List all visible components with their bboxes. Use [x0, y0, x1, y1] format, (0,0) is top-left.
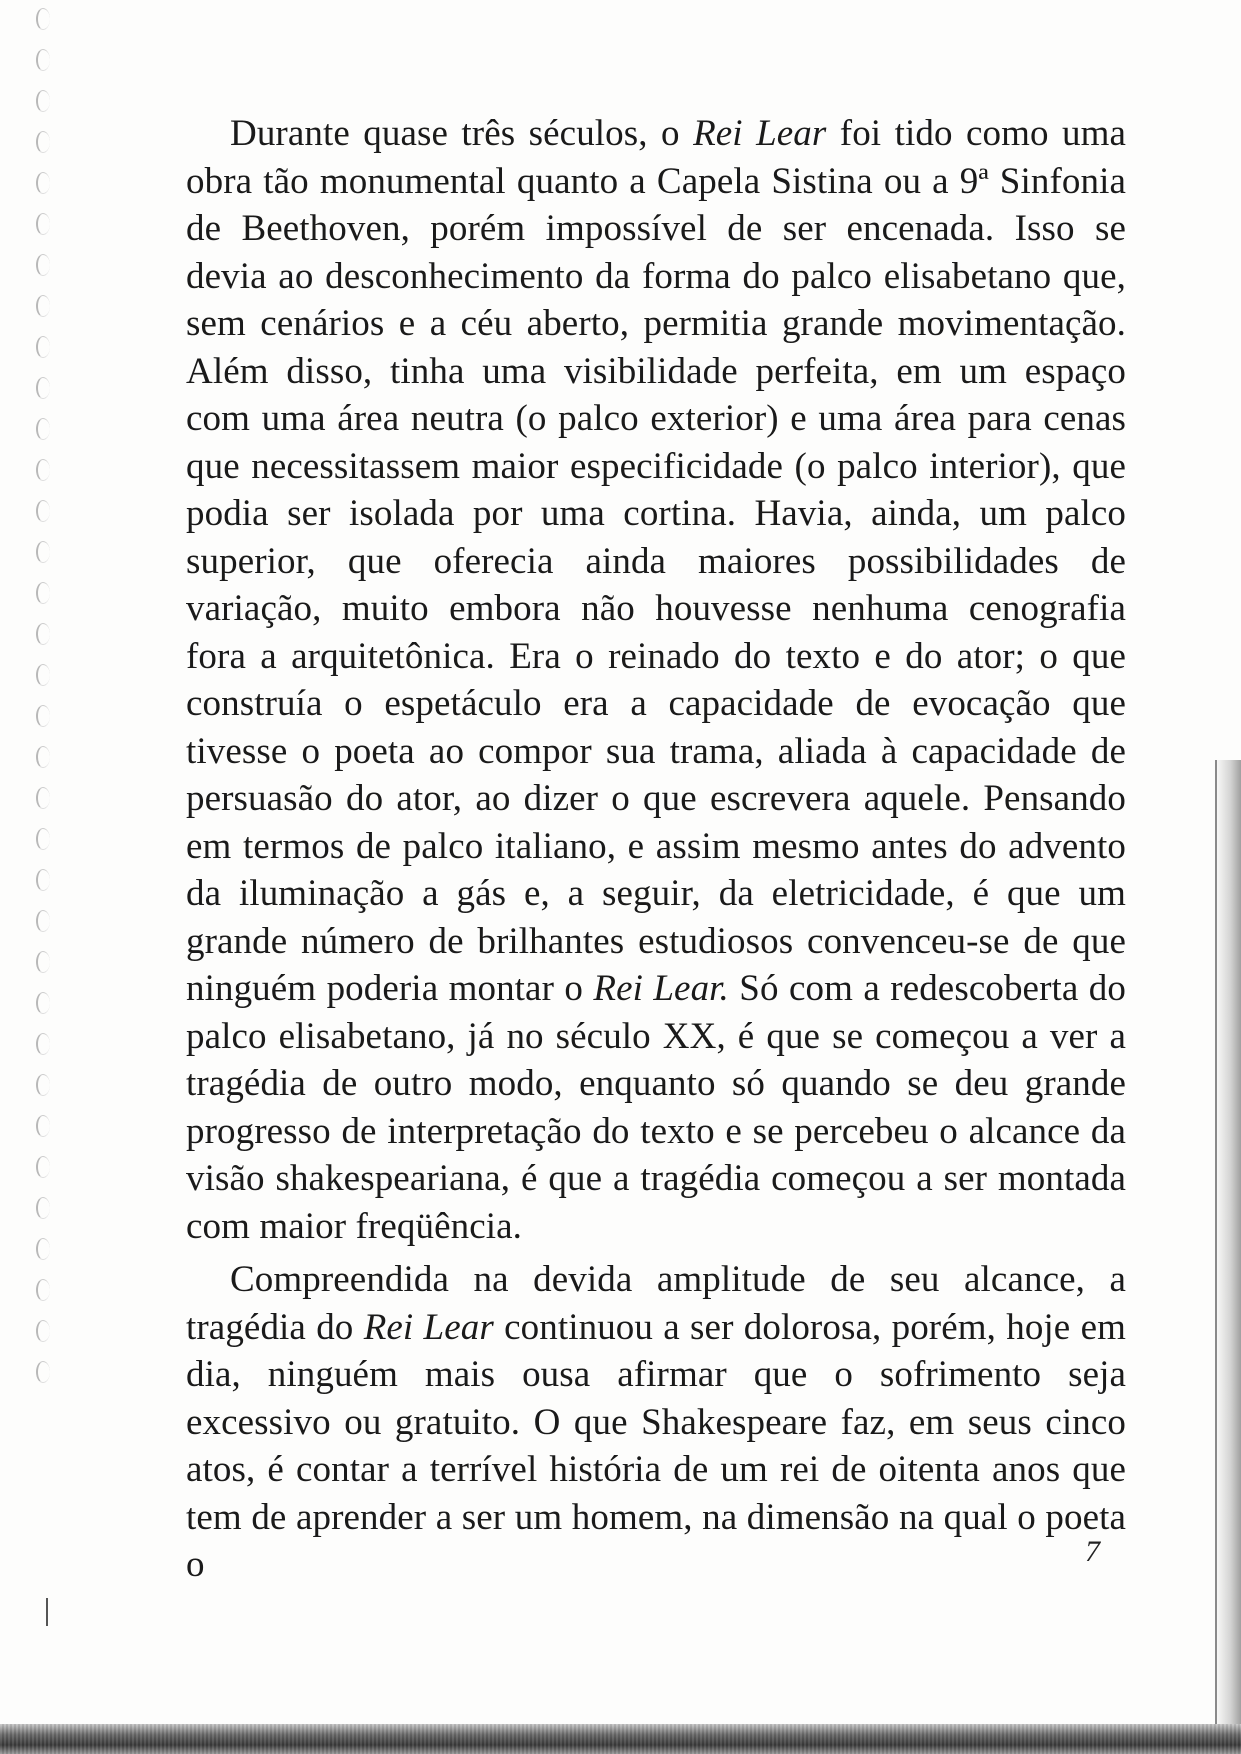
paragraph-2 — [186, 1256, 1126, 1589]
body-text — [186, 110, 1126, 1589]
binder-ring — [36, 295, 50, 317]
binder-ring — [36, 1361, 50, 1383]
binder-ring — [36, 705, 50, 727]
binder-ring — [36, 910, 50, 932]
binder-ring — [36, 49, 50, 71]
scan-edge-shadow — [1215, 760, 1241, 1754]
text-segment: continuou a ser dolorosa, porém, hoje em dia, ninguém mais ousa afirmar que o sofrimento seja excessivo ou gratuito. O que Shakespeare faz, em seus cinco atos, é contar a terrível história de um rei de oitenta anos que tem de aprender a ser um homem, na dimensão na qual o poeta o — [186, 1306, 1126, 1585]
text-segment: Só com a redescoberta do palco elisabetano, já no século XX, é que se começou a ver a tragédia de outro modo, enquanto só quando se deu grande progresso de interpretação do texto e se percebeu o alcance da visão shakespeariana, é que a tragédia começou a ser montada com maior freqüência. — [186, 968, 1126, 1247]
text-segment: Compreendida na devida amplitude de seu alcance, a tragédia do — [186, 1259, 1126, 1348]
page-number: 7 — [1085, 1535, 1100, 1568]
binder-ring — [36, 746, 50, 768]
binder-ring — [36, 131, 50, 153]
binder-ring — [36, 869, 50, 891]
binder-ring — [36, 541, 50, 563]
binder-ring — [36, 787, 50, 809]
book-title: Rei Lear — [693, 113, 827, 154]
binder-ring — [36, 213, 50, 235]
binder-ring — [36, 1320, 50, 1342]
book-title: Rei Lear — [363, 1306, 494, 1348]
binder-ring — [36, 172, 50, 194]
scan-bottom-band — [0, 1724, 1241, 1754]
binder-ring — [36, 1033, 50, 1055]
text-segment: Durante quase três séculos, o — [230, 113, 694, 154]
paragraph-1 — [186, 110, 1126, 1250]
binder-ring — [36, 951, 50, 973]
binder-ring — [36, 90, 50, 112]
binder-ring — [36, 1115, 50, 1137]
binder-ring — [36, 582, 50, 604]
binder-ring — [36, 1238, 50, 1260]
binder-ring — [36, 8, 50, 30]
binder-ring — [36, 664, 50, 686]
book-title: Rei Lear. — [593, 968, 729, 1009]
binder-ring — [36, 336, 50, 358]
binder-ring — [36, 623, 50, 645]
binder-ring — [36, 254, 50, 276]
binder-ring — [36, 418, 50, 440]
binder-ring — [36, 1197, 50, 1219]
binder-ring — [36, 377, 50, 399]
binder-ring — [36, 1156, 50, 1178]
binder-ring — [36, 1074, 50, 1096]
scan-artifact-mark — [46, 1598, 48, 1626]
binder-ring — [36, 992, 50, 1014]
binder-ring — [36, 1279, 50, 1301]
binder-holes — [30, 0, 54, 1440]
binder-ring — [36, 500, 50, 522]
binder-ring — [36, 828, 50, 850]
scan-edge-line — [1215, 760, 1217, 1754]
text-segment: foi tido como uma obra tão monumental quanto a Capela Sistina ou a 9ª Sinfonia de Beethoven, porém impossível de ser encenada. Isso se devia ao desconhecimento da forma do palco elisabetano que, sem cenários e a céu aberto, permitia grande movimentação. Além disso, tinha uma visibilidade perfeita, em um espaço com uma área neutra (o palco exterior) e uma área para cenas que necessitassem maior especificidade (o palco interior), que podia ser isolada por uma cortina. Havia, ainda, um palco superior, que oferecia ainda maiores possibilidades de variação, muito embora não houvesse nenhuma cenografia fora a arquitetônica. Era o reinado do texto e do ator; o que construía o espetáculo era a capacidade de evocação que tivesse o poeta ao compor sua trama, aliada à capacidade de persuasão do ator, ao dizer o que escrevera aquele. Pensando em termos de palco italiano, e assim mesmo antes do advento da iluminação a gás e, a seguir, da eletricidade, é que um grande número de brilhantes estudiosos convenceu-se de que ninguém poderia montar o — [186, 113, 1126, 1009]
binder-ring — [36, 459, 50, 481]
